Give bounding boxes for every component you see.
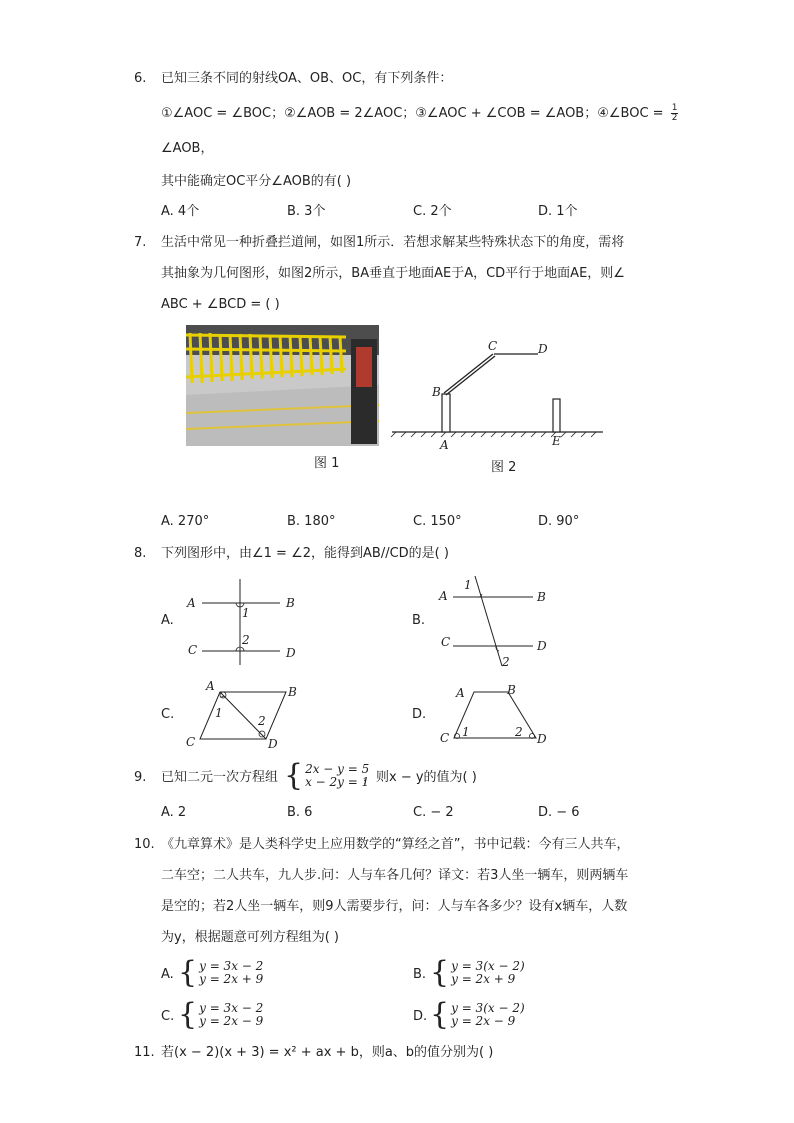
figd-label-d: D <box>537 732 547 746</box>
q8-figure-b <box>435 572 560 672</box>
q9-post: ，则x − y的值为( ) <box>363 770 477 785</box>
q6-fraction-den: 2 <box>671 113 678 123</box>
q7-line3: ABC + ∠BCD = ( ) <box>161 297 280 312</box>
post-a <box>442 394 450 432</box>
q9-number: 9. <box>134 770 147 785</box>
q9-option-c: C. − 2 <box>413 805 454 820</box>
figd-angle-1: 1 <box>462 725 470 739</box>
q7-option-b: B. 180° <box>287 514 336 529</box>
figd-angle-2: 2 <box>515 725 523 739</box>
brace-symbol: { <box>430 997 450 1032</box>
q7-line1: 生活中常见一种折叠拦道闸，如图1所示．若想求解某些特殊状态下的角度，需将 <box>161 235 625 250</box>
figb-angle-2: 2 <box>502 655 510 669</box>
q7-option-d: D. 90° <box>538 514 580 529</box>
figc-label-d: D <box>268 737 278 751</box>
fig2-label-d: D <box>538 342 548 356</box>
figc-angle-2: 2 <box>258 714 266 728</box>
q10-option-b-system <box>430 955 525 990</box>
figd-label-a: A <box>456 686 465 700</box>
q6-option-c: C. 2个 <box>413 204 452 219</box>
brace-symbol: { <box>178 955 198 990</box>
q8-figure-a <box>180 575 305 670</box>
q8-figure-c <box>182 680 307 752</box>
figa-label-b: B <box>286 596 295 610</box>
q10-d-eq2: y = 2x − 9 <box>451 1014 516 1028</box>
brace-symbol: { <box>430 955 450 990</box>
q6-question: 其中能确定OC平分∠AOB的有( ) <box>161 174 352 189</box>
q10-number: 10. <box>134 837 155 852</box>
figb-angle-1: 1 <box>464 578 472 592</box>
figa-angle-1: 1 <box>242 606 250 620</box>
fig2-label-c: C <box>488 339 498 353</box>
q7-line2: 其抽象为几何图形，如图2所示，BA垂直于地面AE于A，CD平行于地面AE，则∠ <box>161 266 625 281</box>
q10-option-c-system <box>178 997 264 1032</box>
barrier-gate-photo <box>186 325 379 446</box>
q10-line1: 《九章算术》是人类科学史上应用数学的“算经之首”，书中记载：今有三人共车， <box>161 837 630 852</box>
q10-line3: 是空的；若2人坐一辆车，则9人需要步行，问：人与车各多少？设有x辆车，人数 <box>161 899 628 914</box>
figd-label-c: C <box>440 731 450 745</box>
q7-figure1-photo <box>186 325 379 446</box>
q7-figure2-caption: 图 2 <box>491 460 517 475</box>
q8-number: 8. <box>134 546 147 561</box>
q7-figure1-caption: 图 1 <box>314 456 340 471</box>
q11-number: 11. <box>134 1045 155 1060</box>
figb-label-c: C <box>441 635 451 649</box>
figa-label-d: D <box>286 646 296 660</box>
figb-label-d: D <box>537 639 547 653</box>
q8-option-b-letter: B. <box>412 613 426 628</box>
q8-figure-d <box>436 680 561 752</box>
q11-text: 若(x − 2)(x + 3) = x² + ax + b，则a、b的值分别为( ) <box>161 1045 494 1060</box>
post-e <box>553 399 560 432</box>
q10-d-eq1: y = 3(x − 2) <box>451 1001 525 1015</box>
figa-label-c: C <box>188 643 198 657</box>
q9-equation-system <box>284 758 370 793</box>
q10-option-d-letter: D. <box>413 1009 428 1024</box>
figc-angle-1: 1 <box>215 706 223 720</box>
figa-label-a: A <box>187 596 196 610</box>
q8-option-d-letter: D. <box>412 707 427 722</box>
q10-option-d-system <box>430 997 525 1032</box>
q6-option-d: D. 1个 <box>538 204 578 219</box>
brace-symbol: { <box>178 997 198 1032</box>
q9-eq2: x − 2y = 1 <box>305 775 370 789</box>
q9-option-a: A. 2 <box>161 805 187 820</box>
q6-conditions-cont: ∠AOB， <box>161 141 214 156</box>
figb-label-a: A <box>439 589 448 603</box>
q7-number: 7. <box>134 235 147 250</box>
q10-option-a-letter: A. <box>161 967 174 982</box>
q6-number: 6. <box>134 71 147 86</box>
q9-option-d: D. − 6 <box>538 805 580 820</box>
q6-option-b: B. 3个 <box>287 204 326 219</box>
q10-option-a-system <box>178 955 264 990</box>
q8-option-c-letter: C. <box>161 707 175 722</box>
q7-option-a: A. 270° <box>161 514 210 529</box>
q10-line4: 为y，根据题意可列方程组为( ) <box>161 930 339 945</box>
q10-c-eq2: y = 2x − 9 <box>199 1014 264 1028</box>
q10-b-eq2: y = 2x + 9 <box>451 972 516 986</box>
figc-label-c: C <box>186 735 196 749</box>
q10-c-eq1: y = 3x − 2 <box>199 1001 264 1015</box>
q6-stem: 已知三条不同的射线OA、OB、OC，有下列条件： <box>161 71 453 86</box>
q9-eq1: 2x − y = 5 <box>305 762 370 776</box>
q10-option-c-letter: C. <box>161 1009 175 1024</box>
q6-conditions-part1: ①∠AOC = ∠BOC；②∠AOB = 2∠AOC；③∠AOC + ∠COB = ∠AOB；④∠BOC = <box>161 106 664 121</box>
figb-label-b: B <box>537 590 546 604</box>
figc-label-b: B <box>288 685 297 699</box>
figa-angle-2: 2 <box>242 633 250 647</box>
q10-option-b-letter: B. <box>413 967 427 982</box>
q6-fraction-num: 1 <box>671 103 678 113</box>
q6-option-a: A. 4个 <box>161 204 200 219</box>
q6-fraction <box>671 104 679 123</box>
q9-pre: 已知二元一次方程组 <box>161 770 279 785</box>
q7-figure2-diagram <box>388 335 608 455</box>
q9-option-b: B. 6 <box>287 805 313 820</box>
fig2-label-b: B <box>432 385 441 399</box>
q10-line2: 二车空；二人共车，九人步.问：人与车各几何？译文：若3人坐一辆车，则两辆车 <box>161 868 629 883</box>
q8-option-a-letter: A. <box>161 613 174 628</box>
q7-option-c: C. 150° <box>413 514 462 529</box>
fig2-label-a: A <box>440 438 449 452</box>
q6-conditions <box>161 104 678 123</box>
q10-b-eq1: y = 3(x − 2) <box>451 959 525 973</box>
q8-stem: 下列图形中，由∠1 = ∠2，能得到AB//CD的是( ) <box>161 546 449 561</box>
figd-label-b: B <box>507 683 516 697</box>
fig2-label-e: E <box>552 434 561 448</box>
q10-a-eq1: y = 3x − 2 <box>199 959 264 973</box>
figc-label-a: A <box>206 680 215 693</box>
q10-a-eq2: y = 2x + 9 <box>199 972 264 986</box>
brace-symbol: { <box>284 758 304 793</box>
